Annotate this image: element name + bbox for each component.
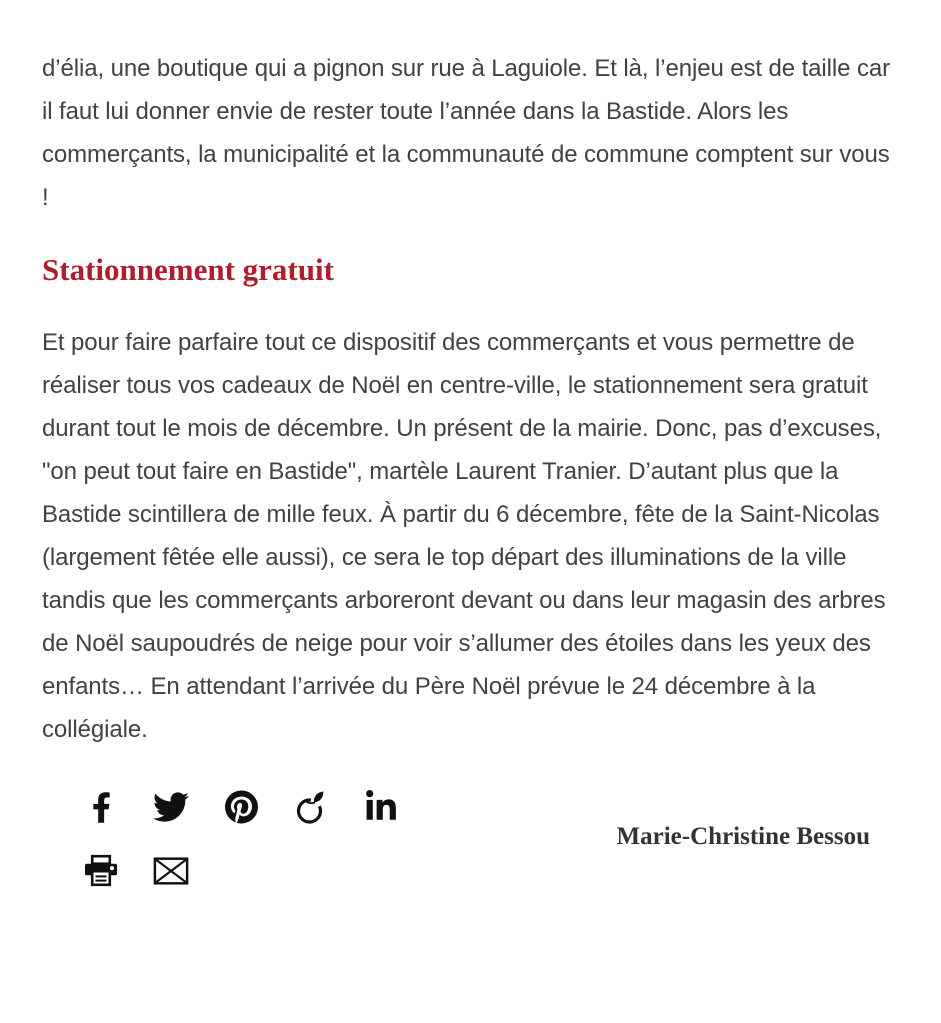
linkedin-share-button[interactable] [363,789,399,825]
article-footer [42,789,893,899]
email-icon [153,856,189,886]
facebook-share-button[interactable] [83,789,119,825]
print-button[interactable] [83,853,119,889]
linkedin-icon [366,790,396,824]
intro-paragraph: d’élia, une boutique qui a pignon sur rue à Laguiole. Et là, l’enjeu est de taille car il faut lui donner envie de rester toute l’année dans la Bastide. Alors les commerçants, la municipalité et la communauté de commune comptent sur vous ! [42,55,890,211]
twitter-icon [153,789,189,825]
share-bar-secondary [42,853,893,889]
twitter-share-button[interactable] [153,789,189,825]
author-byline: Marie-Christine Bessou [616,823,870,850]
email-button[interactable] [153,853,189,889]
share-bar [42,789,893,825]
viadeo-icon [294,789,328,826]
body-paragraph: Et pour faire parfaire tout ce dispositif des commerçants et vous permettre de réaliser tous vos cadeaux de Noël en centre-ville, le stationnement sera gratuit durant tout le mois de décembre. Un présent de la mairie. Donc, pas d’excuses, "on peut tout faire en Bastide", martèle Laurent Tranier. D’autant plus que la Bastide scintillera de mille feux. À partir du 6 décembre, fête de la Saint-Nicolas (largement fêtée elle aussi), ce sera le top départ des illuminations de la ville tandis que les commerçants arboreront devant ou dans leur magasin des arbres de Noël saupoudrés de neige pour voir s’allumer des étoiles dans les yeux des enfants… En attendant l’arrivée du Père Noël prévue le 24 décembre à la collégiale. [42,329,886,743]
pinterest-icon [225,790,258,824]
section-heading: Stationnement gratuit [42,252,334,287]
viadeo-share-button[interactable] [293,789,329,825]
print-icon [83,854,119,888]
facebook-icon [92,792,111,823]
pinterest-share-button[interactable] [223,789,259,825]
